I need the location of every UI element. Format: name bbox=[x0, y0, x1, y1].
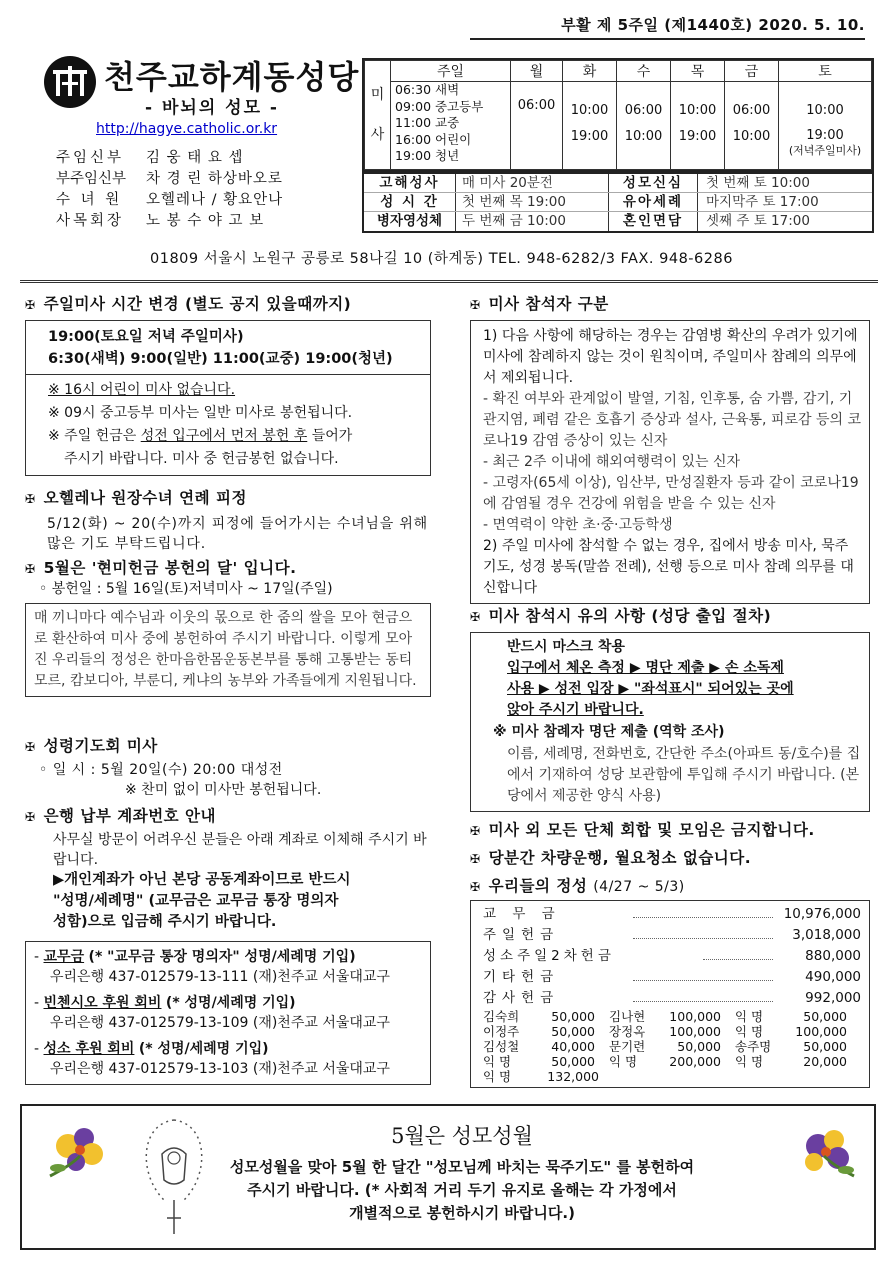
contact-address: 01809 서울시 노원구 공릉로 58나길 10 (하계동) TEL. 948-6282/3 FAX. 948-6286 bbox=[150, 251, 733, 267]
notice-emphasis: 성전 입구에서 먼저 봉헌 후 bbox=[140, 428, 308, 444]
donor-amount: 100,000 bbox=[669, 1024, 721, 1039]
prayer-date: ◦ 일 시 : 5월 20일(수) 20:00 대성전 bbox=[39, 762, 283, 778]
issue-dateline: 부활 제 5주일 (제1440호) 2020. 5. 10. bbox=[470, 14, 865, 40]
section-title: 성령기도회 미사 bbox=[43, 737, 158, 755]
warning-line: ▶개인계좌가 아닌 본당 공동계좌이므로 반드시 bbox=[53, 872, 351, 888]
flower-icon bbox=[40, 1116, 120, 1186]
header-divider bbox=[20, 280, 878, 283]
account-note: (* 성명/세례명 기입) bbox=[165, 995, 296, 1011]
service-time: 마지막주 토 17:00 bbox=[706, 194, 819, 210]
website-link[interactable]: http://hagye.catholic.or.kr bbox=[96, 121, 278, 137]
service-time: 첫 번째 토 10:00 bbox=[706, 175, 810, 191]
staff-role: 사목회장 bbox=[56, 213, 125, 229]
service-time: 첫 번째 목 19:00 bbox=[462, 194, 566, 210]
donor-name: 김숙희 bbox=[483, 1009, 520, 1024]
account-name: 성소 후원 회비 bbox=[43, 1041, 135, 1057]
account-box bbox=[25, 941, 431, 1085]
section-sister-retreat bbox=[25, 486, 431, 554]
mass-schedule-table bbox=[362, 58, 874, 172]
sunday-mass-time: 06:30 새벽 bbox=[395, 82, 460, 97]
dash-icon: - bbox=[34, 949, 44, 965]
dash-icon: - bbox=[34, 995, 44, 1011]
staff-list bbox=[56, 148, 346, 232]
section-text: 5/12(화) ~ 20(수)까지 피정에 들어가시는 수녀님을 위해 많은 기도 부탁드립니다. bbox=[47, 516, 428, 552]
donor-amount: 100,000 bbox=[669, 1009, 721, 1024]
donor-name: 문기련 bbox=[609, 1039, 646, 1054]
donor-amount: 50,000 bbox=[803, 1039, 847, 1054]
mass-time: 19:00 bbox=[678, 129, 717, 144]
donor-name: 김나현 bbox=[609, 1009, 646, 1024]
sunday-mass-time: 16:00 어린이 bbox=[395, 131, 472, 147]
section-title: 미사 참석자 구분 bbox=[488, 295, 609, 313]
section-title: 미사 참석시 유의 사항 (성당 출입 절차) bbox=[488, 607, 772, 625]
section-title: 오헬레나 원장수녀 연례 피정 bbox=[43, 489, 247, 507]
mass-time: 10:00 bbox=[732, 129, 771, 144]
mass-time-line: 6:30(새벽) 9:00(일반) 11:00(교중) 19:00(청년) bbox=[48, 351, 393, 367]
criteria-item: 2) 주일 미사에 참석할 수 없는 경우, 집에서 방송 미사, 묵주기도, 성경 봉독(말씀 전례), 선행 등으로 미사 참례 의무를 대신합니다 bbox=[483, 538, 854, 596]
section-title: 은행 납부 계좌번호 안내 bbox=[43, 807, 216, 825]
offering-amount: 992,000 bbox=[805, 990, 861, 1006]
account-note: (* "교무금 통장 명의자" 성명/세례명 기입) bbox=[88, 949, 356, 965]
notice-line: ※ 09시 중고등부 미사는 일반 미사로 봉헌됩니다. bbox=[48, 405, 353, 421]
schedule-side-label: 사 bbox=[370, 127, 385, 143]
caution-subtext: 이름, 세례명, 전화번호, 간단한 주소(아파트 동/호수)를 집에서 기재하여 성당 보관함에 투입해 주시기 바랍니다. (본당에서 제공한 양식 사용) bbox=[507, 746, 861, 804]
donor-name: 익 명 bbox=[609, 1054, 638, 1069]
section-rice-offering bbox=[25, 556, 431, 697]
day-header: 금 bbox=[725, 61, 779, 82]
banner-title: 5월은 성모성월 bbox=[391, 1124, 533, 1148]
bullet-icon: ✠ bbox=[25, 492, 36, 506]
banner-line: 개별적으로 봉헌하시기 바랍니다.) bbox=[349, 1204, 575, 1222]
bullet-icon: ✠ bbox=[470, 610, 481, 624]
section-attendee-criteria bbox=[470, 292, 870, 604]
service-label: 고해성사 bbox=[364, 174, 456, 192]
offering-box bbox=[470, 900, 870, 1088]
account-name: 교무금 bbox=[43, 949, 85, 965]
sunday-mass-time: 11:00 교중 bbox=[395, 115, 460, 130]
section-title: 우리들의 정성 bbox=[488, 877, 588, 895]
church-logo bbox=[44, 56, 96, 108]
warning-line: "성명/세례명" (교무금은 교무금 통장 명의자 bbox=[53, 893, 339, 909]
service-label: 성모신심 bbox=[608, 174, 698, 192]
donor-amount: 40,000 bbox=[551, 1039, 595, 1054]
schedule-side-label: 미 bbox=[370, 87, 385, 103]
cross-icon bbox=[44, 56, 96, 108]
day-header: 토 bbox=[779, 61, 872, 82]
warning-line: 성함)으로 입금해 주시기 바랍니다. bbox=[53, 914, 277, 930]
donor-amount: 50,000 bbox=[551, 1009, 595, 1024]
dash-icon: - bbox=[34, 1041, 44, 1057]
service-label: 혼인면담 bbox=[608, 212, 698, 231]
banner-line: 성모성월을 맞아 5월 한 달간 "성모님께 바치는 묵주기도" 를 봉헌하여 bbox=[229, 1158, 695, 1176]
donor-amount: 200,000 bbox=[669, 1054, 721, 1069]
bullet-icon: ✠ bbox=[470, 824, 481, 838]
section-offerings bbox=[470, 874, 870, 1088]
donor-amount: 132,000 bbox=[547, 1069, 599, 1084]
caution-line: 입구에서 체온 측정 ▶ 명단 제출 ▶ 손 소독제 bbox=[507, 660, 784, 676]
notice-text: 들어가 bbox=[307, 428, 353, 444]
donor-name: 익 명 bbox=[483, 1054, 512, 1069]
offering-amount: 10,976,000 bbox=[783, 906, 861, 922]
sunday-mass-time: 09:00 중고등부 bbox=[395, 98, 484, 114]
offering-label: 기타헌금 bbox=[483, 969, 560, 985]
account-number: 우리은행 437-012579-13-109 (재)천주교 서울대교구 bbox=[50, 1015, 390, 1031]
donor-name: 이정주 bbox=[483, 1024, 520, 1039]
offering-period: (4/27 ~ 5/3) bbox=[593, 879, 685, 895]
patron-name: - 바뇌의 성모 - bbox=[145, 98, 279, 118]
account-number: 우리은행 437-012579-13-103 (재)천주교 서울대교구 bbox=[50, 1061, 390, 1077]
staff-name: 차 경 린 하상바오로 bbox=[146, 171, 283, 187]
offering-label: 주일헌금 bbox=[483, 927, 560, 943]
bullet-icon: ✠ bbox=[25, 740, 36, 754]
section-sunday-mass bbox=[25, 292, 431, 476]
service-label: 병자영성체 bbox=[364, 212, 456, 231]
donor-name: 송주명 bbox=[735, 1039, 772, 1054]
donor-amount: 100,000 bbox=[795, 1024, 847, 1039]
mass-time: 10:00 bbox=[678, 103, 717, 118]
donor-name: 김성철 bbox=[483, 1039, 520, 1054]
donor-amount: 20,000 bbox=[803, 1054, 847, 1069]
section-no-meeting bbox=[470, 818, 870, 840]
offering-amount: 880,000 bbox=[805, 948, 861, 964]
day-header: 월 bbox=[511, 61, 563, 82]
mass-time: 19:00 bbox=[570, 129, 609, 144]
section-prayer-mass bbox=[25, 734, 431, 800]
bullet-icon: ✠ bbox=[470, 880, 481, 894]
criteria-item: 1) 다음 사항에 해당하는 경우는 감염병 확산의 우려가 있기에 미사에 참례하지 않는 것이 원칙이며, 주일미사 참례의 의무에서 제외됩니다. bbox=[483, 328, 858, 386]
day-header: 주일 bbox=[391, 61, 511, 82]
section-text: 매 끼니마다 예수님과 이웃의 몫으로 한 줌의 쌀을 모아 현금으로 환산하여 미사 중에 봉헌하여 주시기 바랍니다. 이렇게 모아진 우리들의 정성은 한마음한몸운동본부를 통해 고통받는 동티모르, 캄보디아, 부룬디, 케냐의 농부와 가족들에게 지원됩니다. bbox=[25, 603, 431, 697]
section-title: 미사 외 모든 단체 회합 및 모임은 금지합니다. bbox=[488, 821, 815, 839]
offering-amount: 490,000 bbox=[805, 969, 861, 985]
day-header: 목 bbox=[671, 61, 725, 82]
section-bank-account bbox=[25, 804, 431, 1085]
sunday-mass-time: 19:00 청년 bbox=[395, 148, 460, 163]
criteria-detail: - 면역력이 약한 초·중·고등학생 bbox=[483, 517, 673, 533]
prayer-note: ※ 찬미 없이 미사만 봉헌됩니다. bbox=[125, 782, 322, 798]
sacrament-schedule bbox=[362, 172, 874, 233]
caution-line: 앉아 주시기 바랍니다. bbox=[507, 702, 644, 718]
bullet-icon: ✠ bbox=[25, 562, 36, 576]
offering-label: 교 무 금 bbox=[483, 906, 561, 922]
caution-line: 반드시 마스크 착용 bbox=[507, 639, 625, 655]
mass-time: 10:00 bbox=[624, 129, 663, 144]
caution-line: 사용 ▶ 성전 입장 ▶ "좌석표시" 되어있는 곳에 bbox=[507, 681, 794, 697]
church-name: 천주교하계동성당 bbox=[104, 58, 360, 96]
bullet-icon: ✠ bbox=[25, 810, 36, 824]
donor-amount: 50,000 bbox=[551, 1054, 595, 1069]
staff-role: 주임신부 bbox=[56, 150, 125, 166]
mass-time: 10:00 bbox=[570, 103, 609, 118]
mass-time-note: (저녁주일미사) bbox=[788, 144, 862, 157]
staff-name: 오헬레나 / 황요안나 bbox=[146, 192, 284, 208]
section-title: 주일미사 시간 변경 (별도 공지 있을때까지) bbox=[43, 295, 352, 313]
notice-line: ※ 16시 어린이 미사 없습니다. bbox=[48, 382, 236, 398]
marian-month-banner bbox=[20, 1104, 876, 1250]
offering-label: 성소주일2차헌금 bbox=[483, 948, 615, 964]
section-title: 당분간 차량운행, 월요청소 없습니다. bbox=[488, 849, 752, 867]
section-attendance-caution bbox=[470, 604, 870, 812]
notice-text: ※ 주일 헌금은 bbox=[48, 428, 141, 444]
account-number: 우리은행 437-012579-13-111 (재)천주교 서울대교구 bbox=[50, 969, 390, 985]
donor-name: 익 명 bbox=[735, 1024, 764, 1039]
service-time: 셋째 주 토 17:00 bbox=[706, 213, 810, 229]
day-header: 수 bbox=[617, 61, 671, 82]
service-label: 유아세례 bbox=[608, 193, 698, 211]
staff-name: 김 웅 태 요 셉 bbox=[146, 150, 244, 166]
offering-amount: 3,018,000 bbox=[792, 927, 861, 943]
bullet-icon: ✠ bbox=[470, 852, 481, 866]
banner-line: 주시기 바랍니다. (* 사회적 거리 두기 유지로 올해는 각 가정에서 bbox=[247, 1181, 677, 1199]
bullet-icon: ✠ bbox=[470, 298, 481, 312]
flower-icon bbox=[784, 1116, 864, 1186]
notice-line: 주시기 바랍니다. 미사 중 헌금봉헌 없습니다. bbox=[64, 451, 339, 467]
mass-time: 10:00 bbox=[806, 103, 844, 118]
mass-time-line: 19:00(토요일 저녁 주일미사) bbox=[48, 329, 244, 345]
mass-time: 06:00 bbox=[732, 103, 771, 118]
mass-time: 06:00 bbox=[517, 98, 556, 113]
donor-amount: 50,000 bbox=[803, 1009, 847, 1024]
section-no-vehicle bbox=[470, 846, 870, 868]
service-time: 두 번째 금 10:00 bbox=[462, 213, 566, 229]
account-note: (* 성명/세례명 기입) bbox=[138, 1041, 269, 1057]
donor-name: 익 명 bbox=[483, 1069, 512, 1084]
service-label: 성 시 간 bbox=[364, 193, 456, 211]
account-name: 빈첸시오 후원 회비 bbox=[43, 995, 162, 1011]
section-title: 5월은 '현미헌금 봉헌의 달' 입니다. bbox=[43, 559, 297, 577]
criteria-detail: - 최근 2주 이내에 해외여행력이 있는 신자 bbox=[483, 454, 741, 470]
service-time: 매 미사 20분전 bbox=[462, 175, 553, 191]
day-header: 화 bbox=[563, 61, 617, 82]
donor-amount: 50,000 bbox=[677, 1039, 721, 1054]
offering-label: 감사헌금 bbox=[483, 990, 560, 1006]
caution-sub: ※ 미사 참례자 명단 제출 (역학 조사) bbox=[493, 724, 725, 740]
section-text: 사무실 방문이 어려우신 분들은 아래 계좌로 이체해 주시기 바랍니다. bbox=[53, 832, 427, 868]
donor-list bbox=[483, 1009, 861, 1084]
criteria-detail: - 고령자(65세 이상), 임산부, 만성질환자 등과 같이 코로나19에 감염될 경우 건강에 위험을 받을 수 있는 신자 bbox=[483, 475, 859, 512]
mass-time: 06:00 bbox=[624, 103, 663, 118]
donor-name: 장정옥 bbox=[609, 1024, 646, 1039]
bullet-icon: ✠ bbox=[25, 298, 36, 312]
staff-name: 노 봉 수 야 고 보 bbox=[146, 213, 265, 229]
donor-name: 익 명 bbox=[735, 1054, 764, 1069]
mass-time: 19:00 bbox=[806, 128, 844, 143]
donor-name: 익 명 bbox=[735, 1009, 764, 1024]
staff-role: 부주임신부 bbox=[56, 171, 127, 187]
staff-role: 수 녀 원 bbox=[56, 192, 123, 208]
offering-date: ◦ 봉헌일 : 5월 16일(토)저녁미사 ~ 17일(주일) bbox=[39, 581, 333, 597]
donor-amount: 50,000 bbox=[551, 1024, 595, 1039]
criteria-detail: - 확진 여부와 관계없이 발열, 기침, 인후통, 숨 가쁨, 감기, 기관지염, 폐렴 같은 호흡기 증상과 설사, 근육통, 피로감 등의 코로나19 감염 증상이 있는 신자 bbox=[483, 391, 861, 449]
